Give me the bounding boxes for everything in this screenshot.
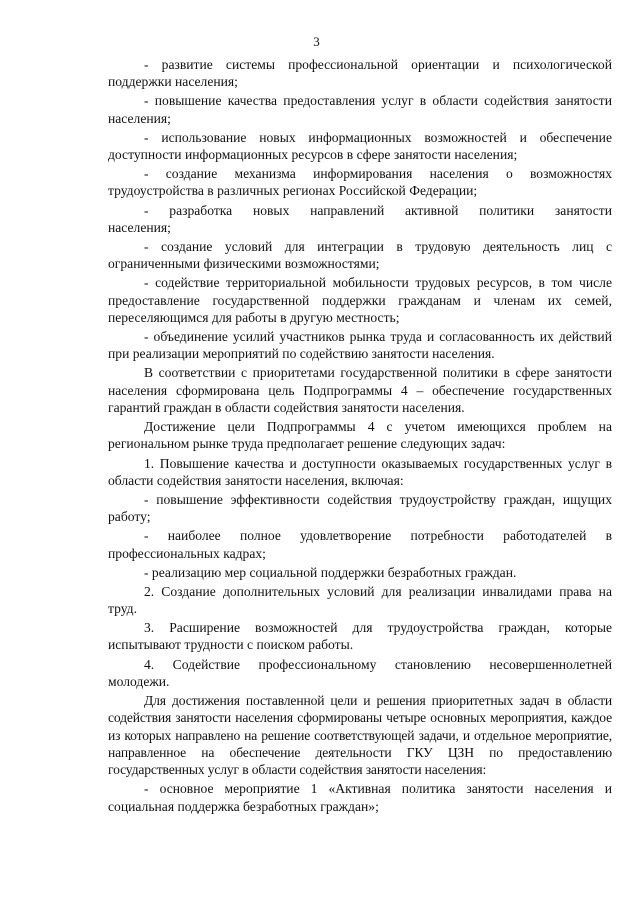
paragraph: - основное мероприятие 1 «Активная политика занятости населения и социальная поддержка безработных граждан»; bbox=[108, 781, 612, 814]
page-number: 3 bbox=[313, 34, 320, 49]
paragraph: Для достижения поставленной цели и решения приоритетных задач в области содействия занятости населения сформированы четыре основных мероприятия, каждое из которых направлено на решение соответствующей задачи, и отдельное мероприятие, направленное на обеспечение деятельности ГКУ ЦЗН по предоставлению государственных услуг в области содействия занятости населения: bbox=[108, 692, 612, 778]
paragraph: 1. Повышение качества и доступности оказываемых государственных услуг в области содействия занятости населения, включая: bbox=[108, 455, 612, 488]
paragraph: 3. Расширение возможностей для трудоустройства граждан, которые испытывают трудности с поиском работы. bbox=[108, 620, 612, 653]
paragraph: В соответствии с приоритетами государственной политики в сфере занятости населения сформирована цель Подпрограммы 4 – обеспечение государственных гарантий граждан в области содействия занятости населения. bbox=[108, 365, 612, 416]
paragraph: - разработка новых направлений активной политики занятости населения; bbox=[108, 202, 612, 235]
paragraph: 4. Содействие профессиональному становлению несовершеннолетней молодежи. bbox=[108, 656, 612, 689]
paragraph: - создание механизма информирования населения о возможностях трудоустройства в различных регионах Российской Федерации; bbox=[108, 166, 612, 199]
paragraph: - объединение усилий участников рынка труда и согласованность их действий при реализации мероприятий по содействию занятости населения. bbox=[108, 329, 612, 362]
paragraph: - использование новых информационных возможностей и обеспечение доступности информационных ресурсов в сфере занятости населения; bbox=[108, 129, 612, 163]
paragraph: - создание условий для интеграции в трудовую деятельность лиц с ограниченными физическими возможностями; bbox=[108, 238, 612, 272]
document-body bbox=[108, 56, 612, 817]
paragraph: Достижение цели Подпрограммы 4 с учетом имеющихся проблем на региональном рынке труда предполагает решение следующих задач: bbox=[108, 419, 612, 452]
paragraph: - повышение эффективности содействия трудоустройству граждан, ищущих работу; bbox=[108, 491, 612, 525]
paragraph: - наиболее полное удовлетворение потребности работодателей в профессиональных кадрах; bbox=[108, 528, 612, 561]
paragraph: - повышение качества предоставления услуг в области содействия занятости населения; bbox=[108, 93, 612, 126]
paragraph: 2. Создание дополнительных условий для реализации инвалидами права на труд. bbox=[108, 583, 612, 617]
paragraph: - реализацию мер социальной поддержки безработных граждан. bbox=[144, 564, 517, 580]
paragraph: - содействие территориальной мобильности трудовых ресурсов, в том числе предоставление государственной поддержки гражданам и членам их семей, переселяющимся для работы в другую местность; bbox=[108, 275, 612, 325]
paragraph: - развитие системы профессиональной ориентации и психологической поддержки населения; bbox=[108, 57, 612, 90]
